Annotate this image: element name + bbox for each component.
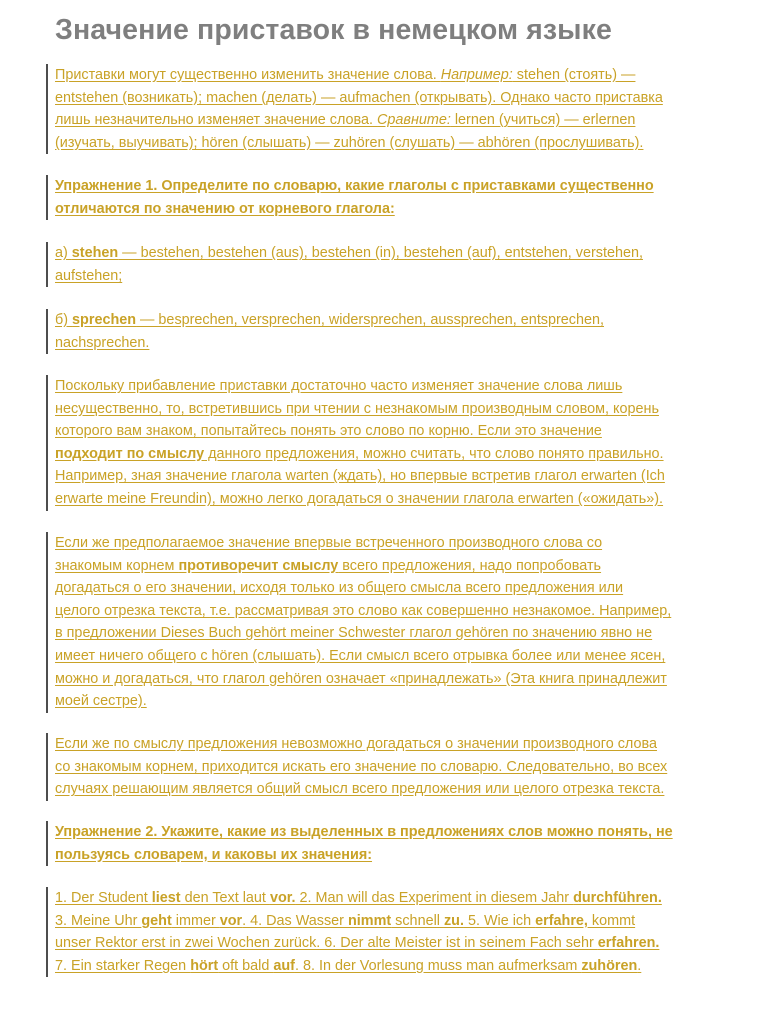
text-line: можно и догадаться, что глагол gehören означает «принадлежать» (Эта книга принадлежит bbox=[55, 670, 667, 687]
text-line: (изучать, выучивать); hören (слышать) — zuhören (слушать) — abhören (прослушивать). bbox=[55, 134, 644, 151]
text-line: в предложении Dieses Buch gehört meiner Schwester глагол gehören по значению явно не bbox=[55, 625, 653, 642]
text-line: целого отрезка текста, т.е. рассматривая это слово как совершенно незнакомое. Например, bbox=[55, 602, 672, 619]
text-line: моей сестре). bbox=[55, 693, 147, 710]
text-line: 3. Meine Uhr geht immer vor. 4. Das Wasser nimmt schnell zu. 5. Wie ich erfahre, kommt bbox=[55, 912, 636, 929]
text-line: aufstehen; bbox=[55, 267, 123, 284]
text-line: несущественно, то, встретившись при чтении с незнакомым производным словом, корень bbox=[55, 400, 659, 417]
exercise-1-item-b bbox=[46, 309, 750, 354]
text-line: 7. Ein starker Regen hört oft bald auf. 8. In der Vorlesung muss man aufmerksam zuhören. bbox=[55, 957, 642, 974]
intro-paragraph bbox=[46, 64, 750, 154]
text-line: 1. Der Student liest den Text laut vor. 2. Man will das Experiment in diesem Jahr durchführen. bbox=[55, 890, 662, 906]
text-line: Например, зная значение глагола warten (ждать), но впервые встретив глагол erwarten (Ich bbox=[55, 468, 665, 485]
text-line: подходит по смыслу данного предложения, можно считать, что слово понято правильно. bbox=[55, 445, 664, 462]
text-line: пользуясь словарем, и каковы их значения: bbox=[55, 846, 373, 863]
text-line: догадаться о его значении, исходя только из общего смысла всего предложения или bbox=[55, 580, 624, 597]
paragraph-root-meaning bbox=[46, 375, 750, 511]
text-line: Если же предполагаемое значение впервые встреченного производного слова со bbox=[55, 535, 603, 551]
text-line: erwarte meine Freundin), можно легко догадаться о значении глагола erwarten («ожидать»). bbox=[55, 490, 664, 507]
text-line: Приставки могут существенно изменить значение слова. Например: stehen (стоять) — bbox=[55, 67, 636, 83]
text-line: unser Rektor erst in zwei Wochen zurück. 6. Der alte Meister ist in seinem Fach sehr erfahren. bbox=[55, 935, 660, 952]
text-line: лишь незначительно изменяет значение слова. Сравните: lernen (учиться) — erlernen bbox=[55, 112, 636, 129]
exercise-2-heading bbox=[46, 821, 750, 866]
paragraph-context-meaning bbox=[46, 532, 750, 713]
text-line: Если же по смыслу предложения невозможно догадаться о значении производного слова bbox=[55, 736, 657, 752]
text-line: имеет ничего общего с hören (слышать). Если смысл всего отрывка более или менее ясен, bbox=[55, 647, 666, 664]
text-line: которого вам знаком, попытайтесь понять это слово по корню. Если это значение bbox=[55, 423, 602, 440]
text-line: отличаются по значению от корневого глагола: bbox=[55, 200, 395, 217]
exercise-2-sentences bbox=[46, 887, 750, 977]
text-line: знакомым корнем противоречит смыслу всего предложения, надо попробовать bbox=[55, 557, 602, 574]
text-line: entstehen (возникать); machen (делать) — aufmachen (открывать). Однако часто приставка bbox=[55, 89, 663, 106]
text-line: Упражнение 2. Укажите, какие из выделенных в предложениях слов можно понять, не bbox=[55, 824, 673, 840]
text-line: случаях решающим является общий смысл всего предложения или целого отрезка текста. bbox=[55, 781, 665, 798]
text-line: б) sprechen — besprechen, versprechen, widersprechen, aussprechen, entsprechen, bbox=[55, 312, 605, 328]
text-line: nachsprechen. bbox=[55, 334, 150, 351]
exercise-1-item-a bbox=[46, 242, 750, 287]
page-title: Значение приставок в немецком языке bbox=[55, 14, 612, 46]
text-line: а) stehen — bestehen, bestehen (aus), bestehen (in), bestehen (auf), entstehen, verstehen, bbox=[55, 245, 643, 261]
text-line: со знакомым корнем, приходится искать его значение по словарю. Следовательно, во всех bbox=[55, 758, 668, 775]
paragraph-dictionary bbox=[46, 733, 750, 801]
text-line: Упражнение 1. Определите по словарю, какие глаголы с приставками существенно bbox=[55, 178, 654, 194]
text-line: Поскольку прибавление приставки достаточно часто изменяет значение слова лишь bbox=[55, 378, 623, 394]
exercise-1-heading bbox=[46, 175, 750, 220]
